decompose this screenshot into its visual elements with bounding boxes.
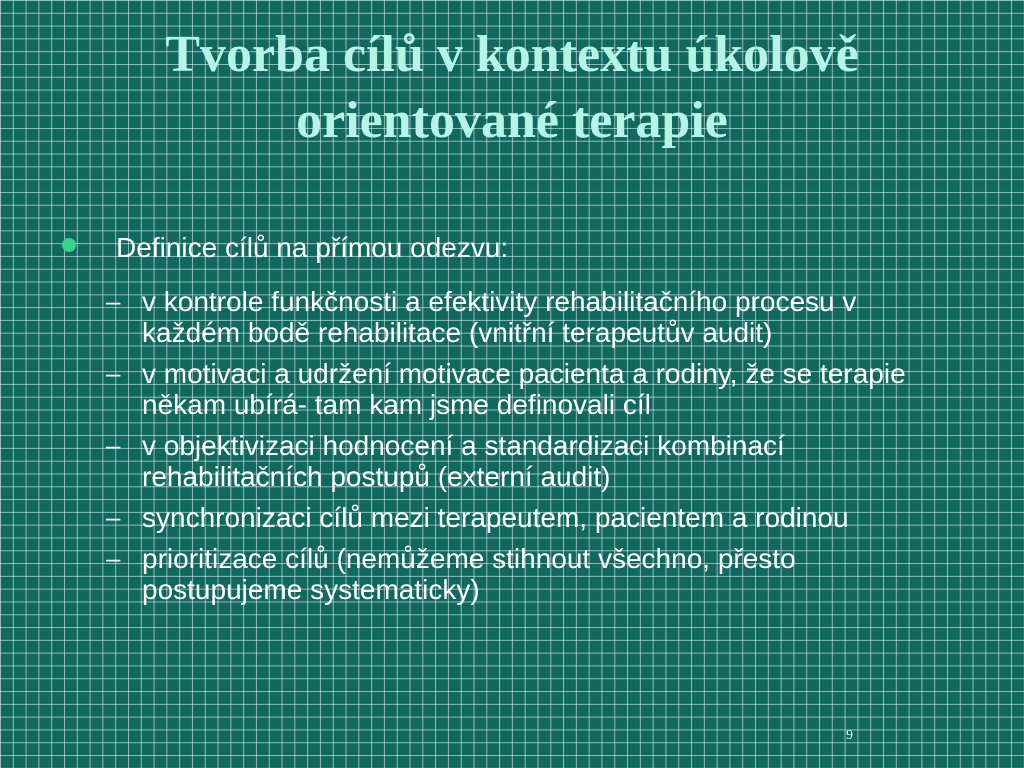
main-bullet (62, 232, 962, 263)
page-number: 9 (846, 728, 853, 743)
sub-bullet-item (62, 430, 962, 492)
sub-bullet-text: v objektivizaci hodnocení a standardizaci kombinací rehabilitačních postupů (externí audit) (142, 430, 785, 492)
bullet-dot-icon (62, 238, 76, 252)
sub-bullet-text: v motivaci a udržení motivace pacienta a rodiny, že se terapie někam ubírá- tam kam jsme definovali cíl (142, 358, 906, 420)
sub-bullet-item (62, 358, 962, 420)
dash-bullet-icon: – (106, 286, 121, 316)
dash-bullet-icon: – (106, 543, 121, 573)
slide-content (62, 232, 962, 286)
sub-bullet-list (62, 286, 962, 615)
sub-bullet-text: prioritizace cílů (nemůžeme stihnout všechno, přesto postupujeme systematicky) (142, 543, 796, 605)
sub-bullet-text: synchronizaci cílů mezi terapeutem, pacientem a rodinou (142, 502, 849, 533)
sub-bullet-item (62, 286, 962, 348)
sub-bullet-item (62, 502, 962, 533)
sub-bullet-text: v kontrole funkčnosti a efektivity rehabilitačního procesu v každém bodě rehabilitace (vnitřní terapeutův audit) (142, 286, 857, 348)
slide-title: Tvorba cílů v kontextu úkolově orientované terapie (165, 26, 859, 149)
dash-bullet-icon: – (106, 358, 121, 388)
dash-bullet-icon: – (106, 502, 121, 532)
dash-bullet-icon: – (106, 430, 121, 460)
main-bullet-text: Definice cílů na přímou odezvu: (116, 232, 509, 263)
sub-bullet-item (62, 543, 962, 605)
